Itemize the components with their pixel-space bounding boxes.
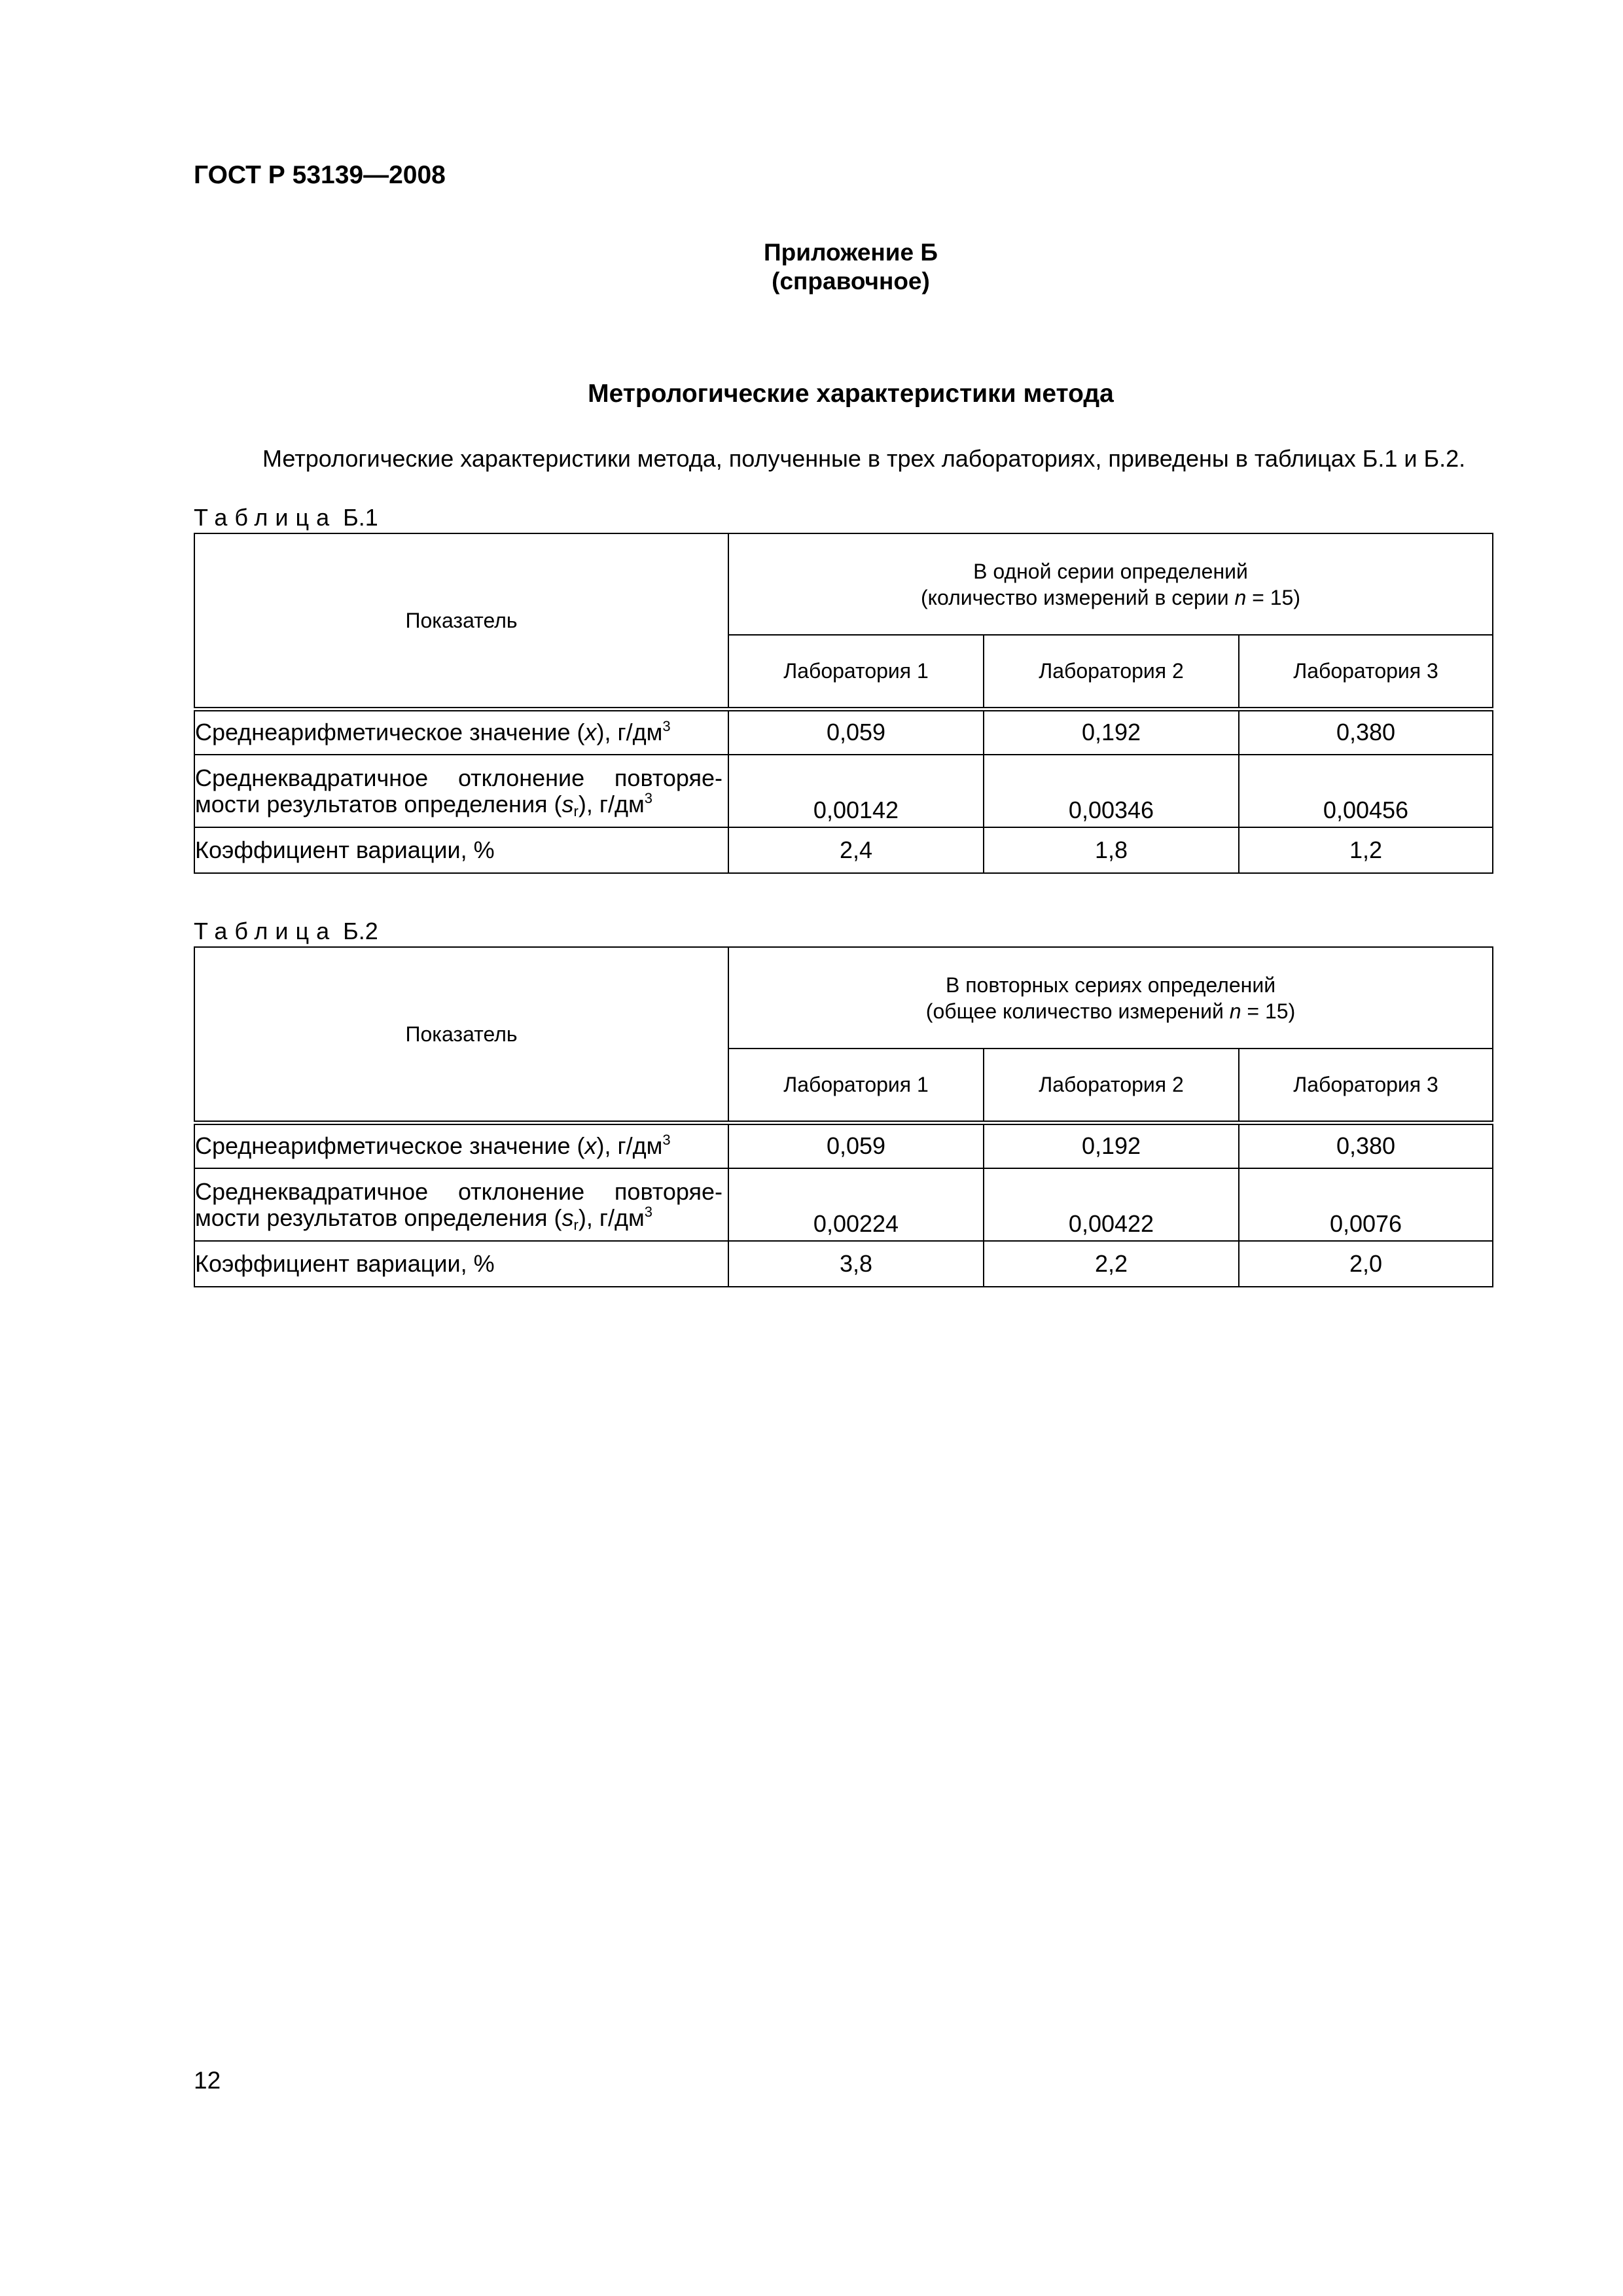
group-header-cell bbox=[728, 947, 1493, 1049]
appendix-subtitle: (справочное) bbox=[772, 268, 930, 295]
table-cell: 2,2 bbox=[984, 1241, 1239, 1287]
table-header-row bbox=[194, 947, 1493, 1049]
row-label-std-dev bbox=[194, 1168, 728, 1241]
table-cell: 0,00346 bbox=[984, 755, 1239, 827]
table-1-caption-number: Б.1 bbox=[343, 504, 378, 531]
intro-paragraph: Метрологические характеристики метода, полученные в трех лабораториях, приведены в таблицах Б.1 и Б.2. bbox=[262, 445, 1466, 472]
table-cell: 0,380 bbox=[1239, 709, 1493, 755]
table-cell: 0,192 bbox=[984, 709, 1239, 755]
table-cell: 1,8 bbox=[984, 827, 1239, 873]
table-cell: 0,00224 bbox=[728, 1168, 984, 1241]
table-cell: 0,0076 bbox=[1239, 1168, 1493, 1241]
lab-header-2: Лаборатория 2 bbox=[984, 1049, 1239, 1122]
table-row bbox=[194, 1168, 1493, 1241]
group-header-cell bbox=[728, 533, 1493, 635]
table-row bbox=[194, 709, 1493, 755]
row-label-line2: мости результатов определения $(s_r)$, $г/дм^3$ bbox=[195, 789, 652, 819]
param-header-cell bbox=[194, 947, 728, 1122]
table-cell: 0,00456 bbox=[1239, 755, 1493, 827]
lab-header-1: Лаборатория 1 bbox=[728, 635, 984, 709]
param-header: Показатель bbox=[405, 1022, 518, 1046]
row-label-mean: Среднеарифметическое значение (x), $г/дм^3$ bbox=[194, 709, 728, 755]
row-label-line1: Среднеквадратичное отклонение повторяе- bbox=[195, 1177, 722, 1205]
table-1-caption bbox=[194, 504, 378, 531]
param-header: Показатель bbox=[405, 608, 518, 632]
table-2 bbox=[194, 946, 1493, 1287]
table-2-caption bbox=[194, 918, 378, 945]
table-cell: 0,00142 bbox=[728, 755, 984, 827]
group-header-line2: (общее количество измерений n = 15) bbox=[925, 999, 1296, 1023]
lab-header-3: Лаборатория 3 bbox=[1239, 1049, 1493, 1122]
lab-header-1: Лаборатория 1 bbox=[728, 1049, 984, 1122]
table-row bbox=[194, 1122, 1493, 1168]
table-1 bbox=[194, 533, 1493, 874]
table-cell: 0,380 bbox=[1239, 1122, 1493, 1168]
table-2-caption-word: Таблица bbox=[194, 918, 337, 944]
table-cell: 0,059 bbox=[728, 1122, 984, 1168]
table-1-caption-word: Таблица bbox=[194, 504, 337, 531]
table-cell: 2,0 bbox=[1239, 1241, 1493, 1287]
group-header-line1: В одной серии определений bbox=[973, 559, 1248, 583]
section-title: Метрологические характеристики метода bbox=[588, 380, 1114, 408]
lab-header-3: Лаборатория 3 bbox=[1239, 635, 1493, 709]
group-header-line1: В повторных сериях определений bbox=[945, 973, 1276, 997]
table-cell: 2,4 bbox=[728, 827, 984, 873]
table-cell: 0,192 bbox=[984, 1122, 1239, 1168]
document-header: ГОСТ Р 53139—2008 bbox=[194, 161, 446, 189]
table-cell: 0,00422 bbox=[984, 1168, 1239, 1241]
appendix-heading bbox=[393, 238, 1309, 296]
lab-header-2: Лаборатория 2 bbox=[984, 635, 1239, 709]
table-row bbox=[194, 755, 1493, 827]
page-number: 12 bbox=[194, 2067, 221, 2094]
row-label-line2: мости результатов определения $(s_r)$, $г/дм^3$ bbox=[195, 1203, 652, 1233]
param-header-cell bbox=[194, 533, 728, 709]
row-label-cv: Коэффициент вариации, % bbox=[194, 827, 728, 873]
table-cell: 3,8 bbox=[728, 1241, 984, 1287]
group-header-line2: (количество измерений в серии n = 15) bbox=[921, 585, 1300, 609]
row-label-line1: Среднеквадратичное отклонение повторяе- bbox=[195, 764, 722, 791]
table-header-row bbox=[194, 533, 1493, 635]
table-cell: 1,2 bbox=[1239, 827, 1493, 873]
table-cell: 0,059 bbox=[728, 709, 984, 755]
table-2-caption-number: Б.2 bbox=[343, 918, 378, 944]
row-label-mean: Среднеарифметическое значение (x), $г/дм^3$ bbox=[194, 1122, 728, 1168]
table-row bbox=[194, 827, 1493, 873]
appendix-title: Приложение Б bbox=[764, 239, 938, 266]
row-label-std-dev bbox=[194, 755, 728, 827]
row-label-cv: Коэффициент вариации, % bbox=[194, 1241, 728, 1287]
table-row bbox=[194, 1241, 1493, 1287]
